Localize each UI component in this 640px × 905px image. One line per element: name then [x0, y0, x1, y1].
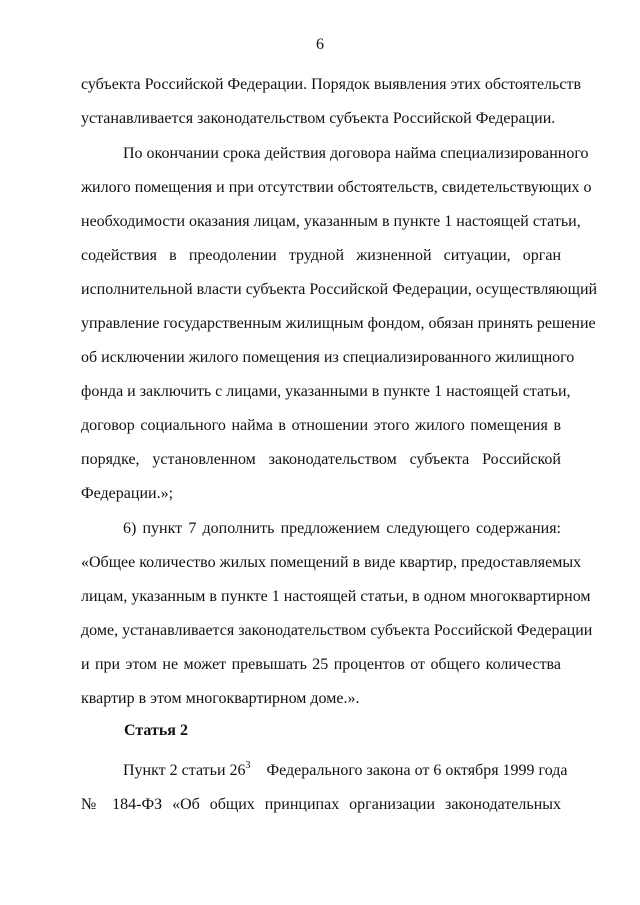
text-line: субъекта Российской Федерации. Порядок выявления этих обстоятельств	[81, 76, 581, 93]
text-line: 6) пункт 7 дополнить предложением следующего содержания:	[123, 520, 561, 537]
text-line: необходимости оказания лицам, указанным в пункте 1 настоящей статьи,	[81, 213, 581, 230]
text-line: исполнительной власти субъекта Российской Федерации, осуществляющий	[81, 281, 598, 298]
text-line: и при этом не может превышать 25 процентов от общего количества	[81, 656, 561, 673]
page-number: 6	[316, 36, 324, 53]
text-line: устанавливается законодательством субъекта Российской Федерации.	[81, 110, 556, 127]
text-line: № 184-ФЗ «Об общих принципах организации законодательных	[81, 796, 561, 813]
text-line: По окончании срока действия договора найма специализированного	[123, 145, 589, 162]
text-line: содействия в преодолении трудной жизненной ситуации, орган	[81, 247, 561, 264]
text-fragment: Пункт 2 статьи 26	[123, 762, 246, 779]
text-fragment: Федерального закона от 6 октября 1999 года	[266, 762, 568, 779]
text-line: об исключении жилого помещения из специализированного жилищного	[81, 349, 575, 366]
text-line: доме, устанавливается законодательством субъекта Российской Федерации	[81, 622, 593, 639]
article-heading: Статья 2	[124, 722, 188, 739]
text-line: порядке, установленном законодательством субъекта Российской	[81, 451, 561, 468]
superscript: 3	[245, 760, 251, 771]
text-line-with-superscript	[123, 760, 568, 782]
text-line: жилого помещения и при отсутствии обстоятельств, свидетельствующих о	[81, 179, 592, 196]
text-line: договор социального найма в отношении этого жилого помещения в	[81, 417, 561, 434]
text-line: квартир в этом многоквартирном доме.».	[81, 690, 360, 707]
text-line: управление государственным жилищным фондом, обязан принять решение	[81, 315, 596, 332]
text-line: лицам, указанным в пункте 1 настоящей статьи, в одном многоквартирном	[81, 588, 591, 605]
text-line: Федерации.»;	[81, 485, 174, 502]
text-line: фонда и заключить с лицами, указанными в пункте 1 настоящей статьи,	[81, 383, 571, 400]
text-line: «Общее количество жилых помещений в виде квартир, предоставляемых	[81, 554, 582, 571]
